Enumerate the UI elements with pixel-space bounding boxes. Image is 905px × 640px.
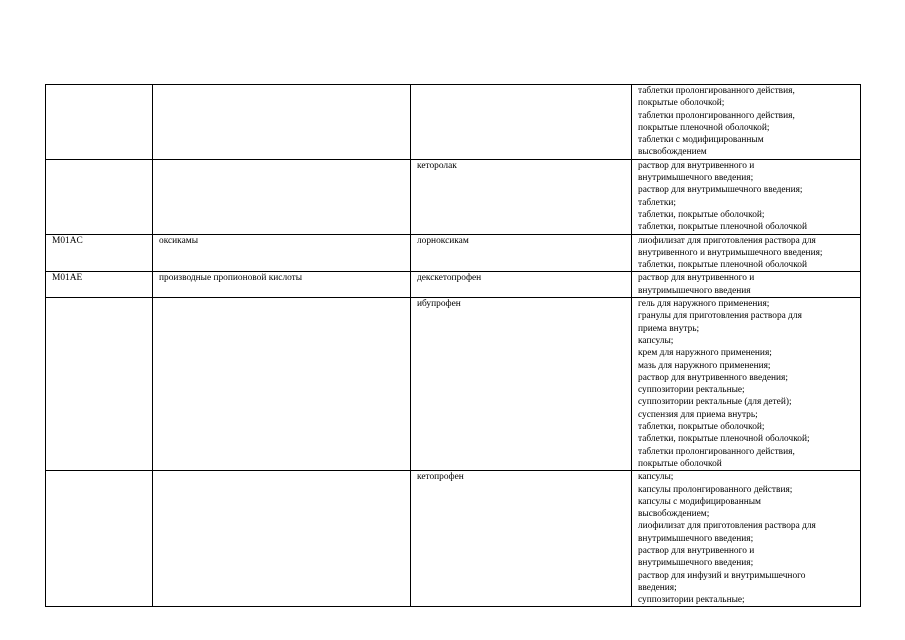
dosage-form-line: внутривенного и внутримышечного введения; xyxy=(638,247,823,258)
dosage-form-line: раствор для инфузий и внутримышечного xyxy=(638,570,806,581)
dosage-forms-cell xyxy=(632,272,861,298)
group-cell: производные пропионовой кислоты xyxy=(153,272,411,298)
dosage-forms-cell xyxy=(632,85,861,160)
drug-name-cell: кетопрофен xyxy=(411,471,632,607)
atc-code-cell xyxy=(46,159,153,234)
group-cell xyxy=(153,298,411,471)
table-row xyxy=(46,159,861,234)
dosage-form-line: суппозитории ректальные; xyxy=(638,595,745,606)
dosage-form-line: капсулы с модифицированным xyxy=(638,496,761,507)
dosage-forms-cell xyxy=(632,298,861,471)
group-cell: оксикамы xyxy=(153,234,411,272)
dosage-form-line: раствор для внутривенного и xyxy=(638,273,755,284)
atc-code-cell xyxy=(46,471,153,607)
drug-name-cell: декскетопрофен xyxy=(411,272,632,298)
dosage-form-line: внутримышечного введения xyxy=(638,285,751,296)
dosage-form-line: покрытые оболочкой; xyxy=(638,98,725,109)
dosage-form-line: покрытые оболочкой xyxy=(638,458,722,469)
drug-name-cell: кеторолак xyxy=(411,159,632,234)
table-row xyxy=(46,298,861,471)
dosage-form-line: введения; xyxy=(638,582,677,593)
dosage-form-line: суппозитории ректальные (для детей); xyxy=(638,397,792,408)
dosage-form-line: таблетки, покрытые пленочной оболочкой xyxy=(638,222,807,233)
dosage-form-line: раствор для внутривенного и xyxy=(638,160,755,171)
dosage-form-line: суспензия для приема внутрь; xyxy=(638,409,758,420)
dosage-form-line: таблетки с модифицированным xyxy=(638,135,764,146)
dosage-form-line: лиофилизат для приготовления раствора для xyxy=(638,235,816,246)
drug-table xyxy=(45,84,861,607)
dosage-form-line: таблетки пролонгированного действия, xyxy=(638,86,795,96)
dosage-form-line: лиофилизат для приготовления раствора для xyxy=(638,521,816,532)
table-row xyxy=(46,471,861,607)
dosage-form-line: приема внутрь; xyxy=(638,323,700,334)
dosage-form-line: таблетки пролонгированного действия, xyxy=(638,446,795,457)
table-body xyxy=(46,85,861,607)
dosage-forms-cell xyxy=(632,234,861,272)
dosage-form-line: суппозитории ректальные; xyxy=(638,385,745,396)
dosage-form-line: внутримышечного введения; xyxy=(638,533,754,544)
group-cell xyxy=(153,471,411,607)
dosage-form-line: высвобождением; xyxy=(638,509,710,520)
dosage-form-line: гранулы для приготовления раствора для xyxy=(638,311,802,322)
dosage-form-line: таблетки; xyxy=(638,197,677,208)
table-row xyxy=(46,85,861,160)
dosage-forms-cell xyxy=(632,159,861,234)
table-row xyxy=(46,234,861,272)
dosage-form-line: крем для наружного применения; xyxy=(638,348,772,359)
drug-name-cell: ибупрофен xyxy=(411,298,632,471)
dosage-form-line: раствор для внутривенного введения; xyxy=(638,372,788,383)
dosage-form-line: покрытые пленочной оболочкой; xyxy=(638,122,770,133)
dosage-form-line: таблетки пролонгированного действия, xyxy=(638,110,795,121)
dosage-form-line: таблетки, покрытые оболочкой; xyxy=(638,422,765,433)
dosage-form-line: внутримышечного введения; xyxy=(638,558,754,569)
atc-code-cell xyxy=(46,298,153,471)
atc-code-cell xyxy=(46,85,153,160)
group-cell xyxy=(153,85,411,160)
group-cell xyxy=(153,159,411,234)
drug-name-cell xyxy=(411,85,632,160)
dosage-form-line: капсулы; xyxy=(638,472,674,483)
table-row xyxy=(46,272,861,298)
dosage-form-line: таблетки, покрытые пленочной оболочкой xyxy=(638,260,807,271)
atc-code-cell: M01AC xyxy=(46,234,153,272)
dosage-form-line: раствор для внутримышечного введения; xyxy=(638,185,803,196)
dosage-form-line: капсулы пролонгированного действия; xyxy=(638,484,793,495)
dosage-form-line: гель для наружного применения; xyxy=(638,299,770,310)
dosage-form-line: таблетки, покрытые пленочной оболочкой; xyxy=(638,434,810,445)
dosage-form-line: капсулы; xyxy=(638,335,674,346)
dosage-form-line: внутримышечного введения; xyxy=(638,173,754,184)
drug-name-cell: лорноксикам xyxy=(411,234,632,272)
dosage-form-line: мазь для наружного применения; xyxy=(638,360,771,371)
dosage-form-line: раствор для внутривенного и xyxy=(638,545,755,556)
atc-code-cell: M01AE xyxy=(46,272,153,298)
dosage-form-line: таблетки, покрытые оболочкой; xyxy=(638,209,765,220)
dosage-forms-cell xyxy=(632,471,861,607)
dosage-form-line: высвобождением xyxy=(638,147,707,158)
